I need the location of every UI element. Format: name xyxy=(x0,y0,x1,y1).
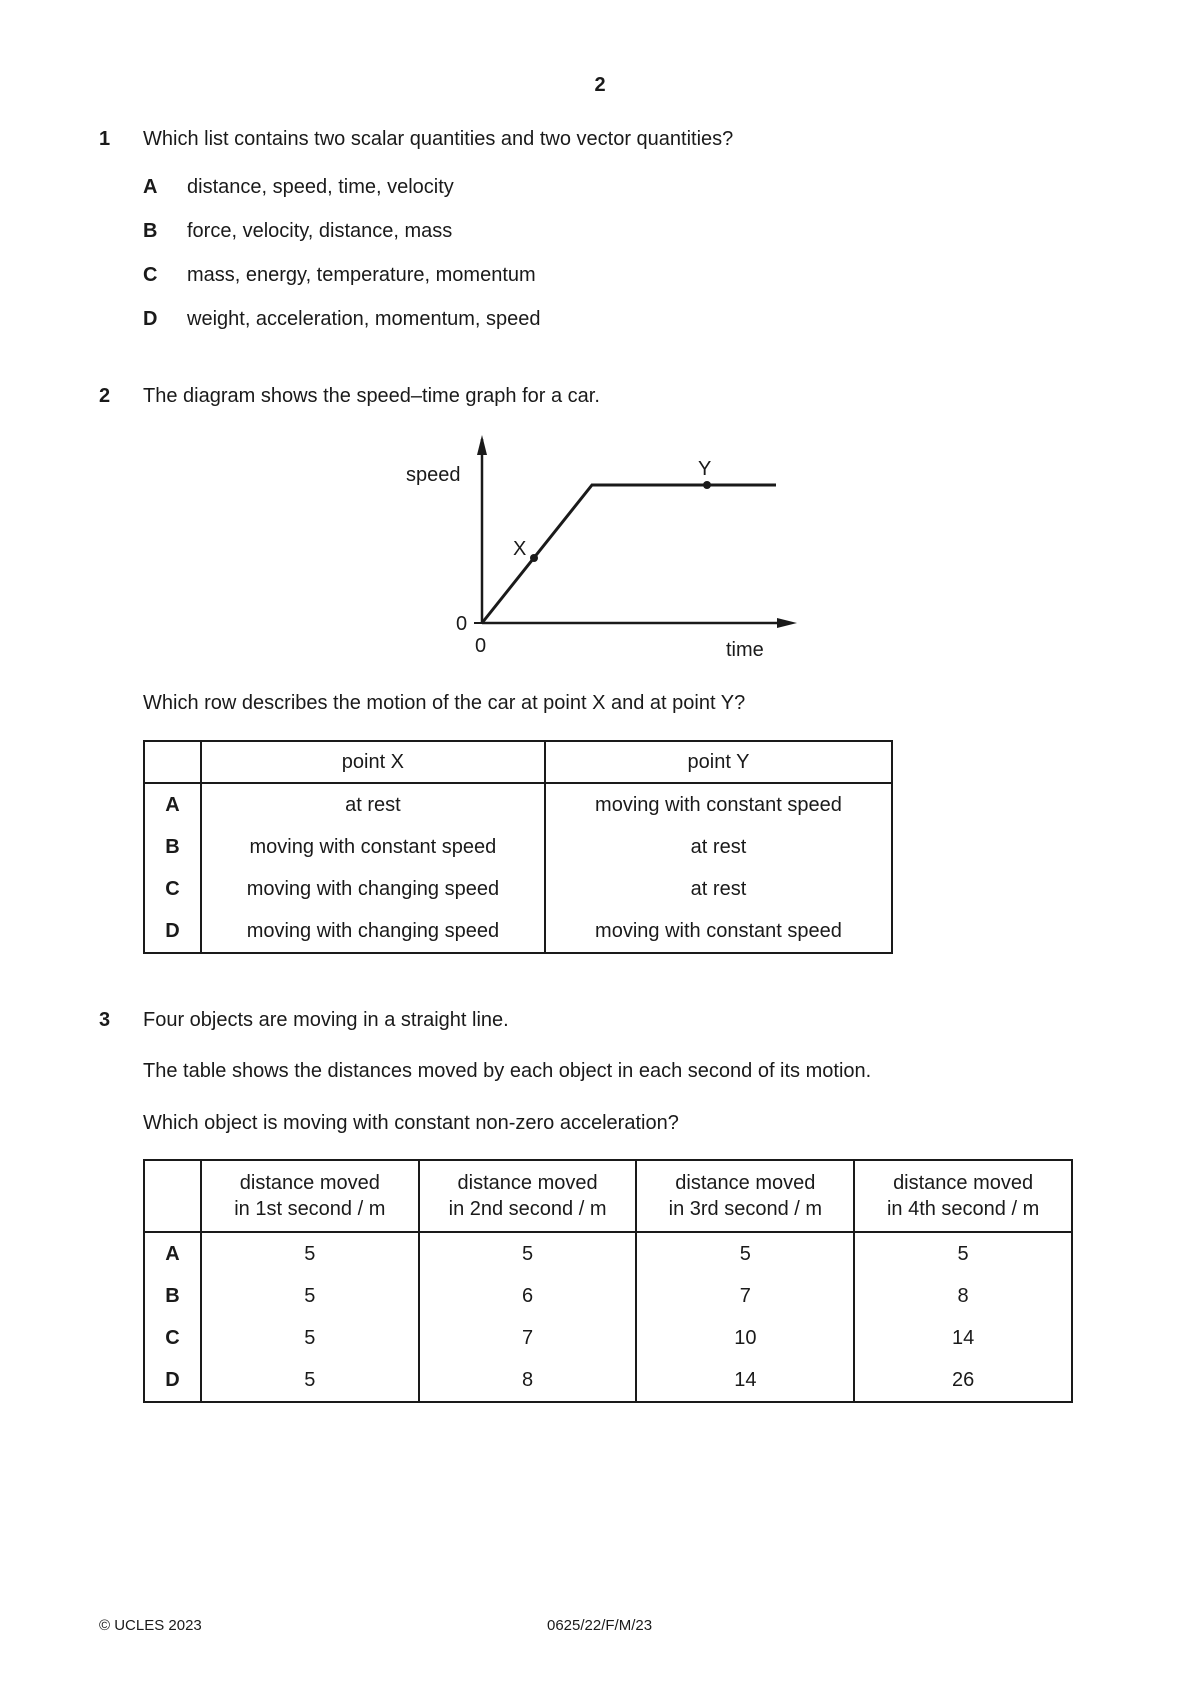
row-key: C xyxy=(144,1317,201,1359)
header-line-2: in 1st second / m xyxy=(234,1198,386,1220)
row-key: C xyxy=(144,868,201,910)
table-cell: at rest xyxy=(201,783,545,826)
table-cell: 5 xyxy=(201,1275,419,1317)
table-cell: 8 xyxy=(854,1275,1072,1317)
speed-time-graph xyxy=(390,425,820,665)
question-1-stem: Which list contains two scalar quantities and two vector quantities? xyxy=(143,128,734,150)
footer-paper-code: 0625/22/F/M/23 xyxy=(547,1617,653,1634)
table-cell: 7 xyxy=(419,1317,637,1359)
table-header-cell xyxy=(144,1160,201,1232)
header-line-2: in 4th second / m xyxy=(886,1198,1040,1220)
header-line-1: distance moved xyxy=(457,1172,598,1194)
q1-option-b-text: force, velocity, distance, mass xyxy=(187,220,453,242)
q1-option-c-letter: C xyxy=(143,264,158,286)
y-axis-arrowhead xyxy=(477,435,487,455)
table-cell: moving with constant speed xyxy=(545,783,892,826)
question-2-number: 2 xyxy=(99,385,111,407)
table-row xyxy=(144,1275,1072,1317)
table-header-cell xyxy=(636,1160,854,1232)
q1-option-a-text: distance, speed, time, velocity xyxy=(187,176,454,198)
table-header-cell: point X xyxy=(201,741,545,783)
table-cell: 5 xyxy=(201,1359,419,1402)
row-key: B xyxy=(144,1275,201,1317)
question-3-context: The table shows the distances moved by each object in each second of its motion. xyxy=(143,1060,872,1082)
q1-option-a-letter: A xyxy=(143,176,158,198)
table-row xyxy=(144,1359,1072,1402)
row-key: D xyxy=(144,910,201,953)
q3-distance-table xyxy=(143,1159,1073,1403)
table-header-cell: point Y xyxy=(545,741,892,783)
header-line-2: in 2nd second / m xyxy=(448,1198,607,1220)
row-key: B xyxy=(144,826,201,868)
q1-option-d-letter: D xyxy=(143,308,158,330)
point-x-label: X xyxy=(513,538,527,560)
table-cell: 5 xyxy=(419,1232,637,1275)
row-key: A xyxy=(144,783,201,826)
point-x-marker xyxy=(530,554,538,562)
table-cell: 10 xyxy=(636,1317,854,1359)
table-cell: moving with changing speed xyxy=(201,868,545,910)
table-row xyxy=(144,868,892,910)
question-3-number: 3 xyxy=(99,1009,111,1031)
question-2-stem: The diagram shows the speed–time graph for a car. xyxy=(143,385,600,407)
table-row xyxy=(144,1232,1072,1275)
table-cell: at rest xyxy=(545,868,892,910)
y-origin-label: 0 xyxy=(456,613,468,635)
table-header-cell xyxy=(854,1160,1072,1232)
q1-option-b-letter: B xyxy=(143,220,158,242)
q1-option-c-text: mass, energy, temperature, momentum xyxy=(187,264,536,286)
table-cell: 8 xyxy=(419,1359,637,1402)
question-3-stem: Four objects are moving in a straight line. xyxy=(143,1009,509,1031)
header-line-1: distance moved xyxy=(893,1172,1034,1194)
table-header-cell xyxy=(201,1160,419,1232)
question-1-number: 1 xyxy=(99,128,111,150)
table-cell: moving with constant speed xyxy=(545,910,892,953)
table-cell: at rest xyxy=(545,826,892,868)
point-y-label: Y xyxy=(698,458,712,480)
question-3-prompt: Which object is moving with constant non-zero acceleration? xyxy=(143,1112,679,1134)
table-cell: 14 xyxy=(636,1359,854,1402)
table-cell: moving with constant speed xyxy=(201,826,545,868)
table-header-row xyxy=(144,1160,1072,1232)
header-line-1: distance moved xyxy=(675,1172,816,1194)
table-cell: 14 xyxy=(854,1317,1072,1359)
row-key: D xyxy=(144,1359,201,1402)
table-header-row xyxy=(144,741,892,783)
header-line-2: in 3rd second / m xyxy=(668,1198,823,1220)
table-cell: 5 xyxy=(201,1317,419,1359)
row-key: A xyxy=(144,1232,201,1275)
x-origin-label: 0 xyxy=(475,635,487,657)
table-cell: 5 xyxy=(201,1232,419,1275)
page-number: 2 xyxy=(594,74,606,96)
x-axis-arrowhead xyxy=(777,618,797,628)
table-row xyxy=(144,783,892,826)
footer-copyright: © UCLES 2023 xyxy=(99,1617,202,1634)
table-header-cell xyxy=(419,1160,637,1232)
table-cell: moving with changing speed xyxy=(201,910,545,953)
table-row xyxy=(144,826,892,868)
question-2-prompt: Which row describes the motion of the car at point X and at point Y? xyxy=(143,692,746,714)
table-cell: 6 xyxy=(419,1275,637,1317)
q2-answer-table xyxy=(143,740,893,954)
header-line-1: distance moved xyxy=(239,1172,380,1194)
table-row xyxy=(144,910,892,953)
y-axis-label: speed xyxy=(406,464,461,486)
table-row xyxy=(144,1317,1072,1359)
point-y-marker xyxy=(703,481,711,489)
table-cell: 7 xyxy=(636,1275,854,1317)
table-cell: 5 xyxy=(854,1232,1072,1275)
x-axis-label: time xyxy=(726,639,764,661)
table-cell: 26 xyxy=(854,1359,1072,1402)
table-cell: 5 xyxy=(636,1232,854,1275)
table-header-cell xyxy=(144,741,201,783)
q1-option-d-text: weight, acceleration, momentum, speed xyxy=(187,308,541,330)
